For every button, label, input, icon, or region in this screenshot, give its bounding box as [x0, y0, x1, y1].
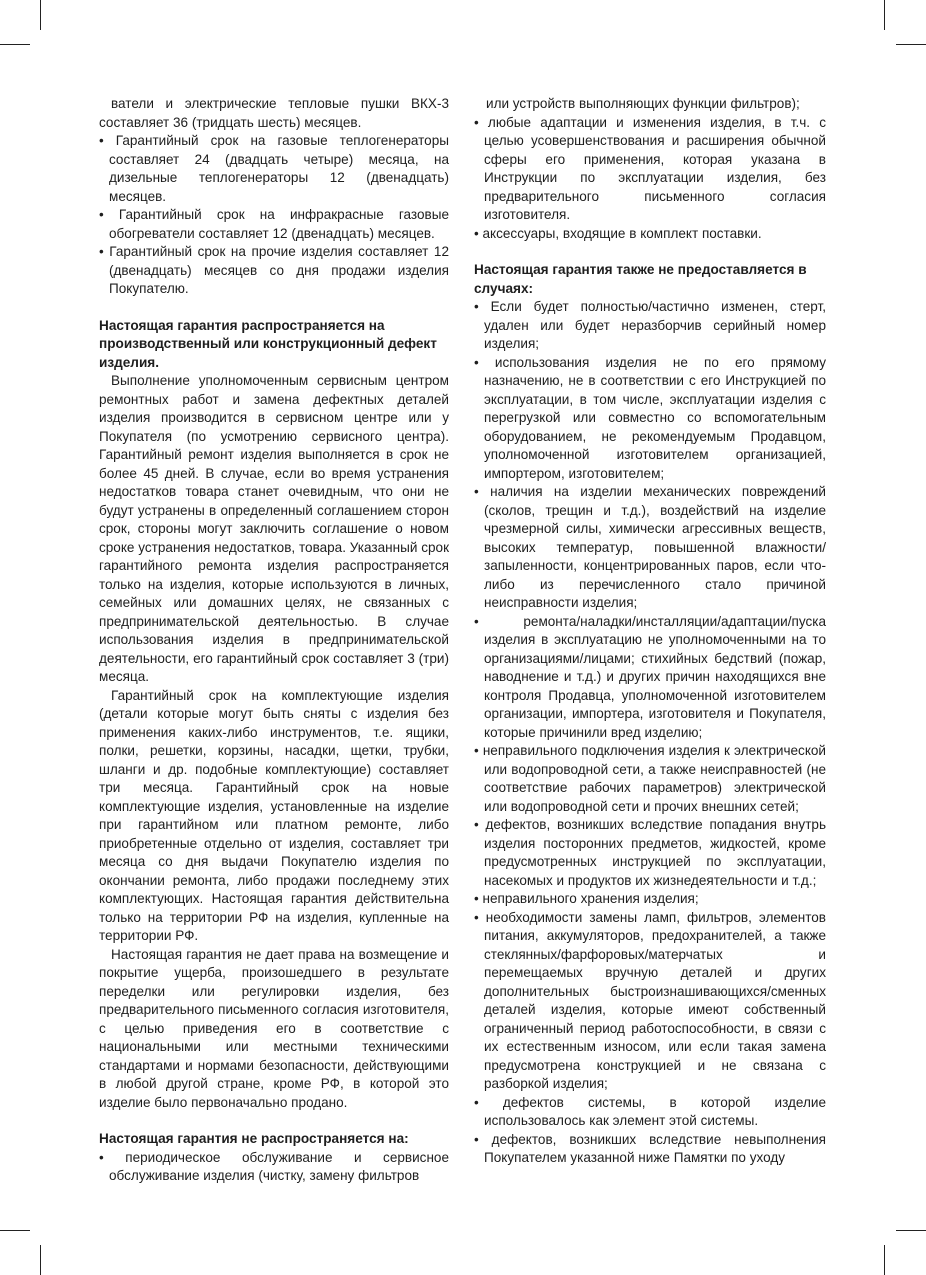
bullet-accessories: • аксессуары, входящие в комплект поставки. [474, 225, 762, 241]
paragraph-no-compensation: Настоящая гарантия не дает права на возмещение и покрытие ущерба, произошедшего в результате переделки или регулировки изделия, без предварительного письменного согласия изготовителя, с целью приведения его в соответствие с национальными или местными техническими стандартами и нормами безопасности, действующими в любой другой стране, кроме РФ, в которой это изделие было первоначально продано. [99, 946, 449, 1110]
crop-mark-top-left-h [0, 44, 30, 45]
bullet-heat-generators: • Гарантийный срок на газовые теплогенераторы составляет 24 (двадцать четыре) месяца, на дизельные теплогенераторы 12 (двенадцать) месяцев. [99, 133, 449, 204]
bullet-care-instructions: • дефектов, возникших вследствие невыполнения Покупателем указанной ниже Памятки по уходу [474, 1131, 826, 1165]
paragraph-continuation: ватели и электрические тепловые пушки ВКХ-3 составляет 36 (тридцать шесть) месяцев. [99, 96, 449, 130]
bullet-other-products: • Гарантийный срок на прочие изделия составляет 12 (двенадцать) месяцев со дня продажи изделия Покупателю. [99, 244, 449, 296]
paragraph-components: Гарантийный срок на комплектующие изделия (детали которые могут быть сняты с изделия без применения каких-либо инструментов, т.е. ящики, полки, решетки, корзины, насадки, щетки, трубки, шланги и др. подобные комплектующие) составляет три месяца. Гарантийный срок на новые комплектующие изделия, установленные на изделие при гарантийном или платном ремонте, либо приобретенные отдельно от изделия, составляет три месяца со дня выдачи Покупателю изделия по окончании ремонта, либо продажи последнему этих комплектующих. Настоящая гарантия действительна только на территории РФ на изделия, купленные на территории РФ. [99, 687, 449, 943]
bullet-foreign-objects: • дефектов, возникших вследствие попадания внутрь изделия посторонних предметов, жидкостей, кроме предусмотренных инструкцией по эксплуатации, насекомых и продуктов их жизнедеятельности и т.д.; [474, 817, 826, 888]
bullet-system-defects: • дефектов системы, в которой изделие использовалось как элемент этой системы. [474, 1094, 826, 1128]
bullet-serial-number: • Если будет полностью/частично изменен, стерт, удален или будет неразборчив серийный номер изделия; [474, 299, 826, 351]
heading-warranty-excludes: Настоящая гарантия не распространяется на: [99, 1131, 409, 1146]
crop-mark-top-right-h [896, 44, 926, 45]
bullet-adaptations: • любые адаптации и изменения изделия, в т.ч. с целью усовершенствования и расширения обычной сферы его применения, которая указана в Инструкции по эксплуатации изделия, без предварительного письменного согласия изготовителя. [474, 114, 826, 222]
heading-warranty-covers: Настоящая гарантия распространяется на производственный или конструкционный дефект изделия. [99, 317, 437, 370]
heading-warranty-not-provided: Настоящая гарантия также не предоставляется в случаях: [474, 262, 807, 296]
bullet-maintenance: • периодическое обслуживание и сервисное обслуживание изделия (чистку, замену фильтров [99, 1149, 449, 1183]
bullet-infrared-heaters: • Гарантийный срок на инфракрасные газовые обогреватели составляет 12 (двенадцать) месяцев. [99, 207, 449, 241]
paragraph-service-center: Выполнение уполномоченным сервисным центром ремонтных работ и замена дефектных деталей изделия производится в сервисном центре или у Покупателя (по усмотрению сервисного центра). Гарантийный ремонт изделия выполняется в срок не более 45 дней. В случае, если во время устранения недостатков товара станет очевидным, что они не будут устранены в определенный соглашением сторон срок, стороны могут заключить соглашение о новом сроке устранения недостатков, товара. Указанный срок гарантийного ремонта изделия распространяется только на изделия, которые используются в личных, семейных или домашних целях, не связанных с предпринимательской деятельностью. В случае использования изделия в предпринимательской деятельности, его гарантийный срок составляет 3 (три) месяца. [99, 373, 449, 684]
crop-mark-top-left [40, 0, 41, 30]
bullet-improper-connection: • неправильного подключения изделия к электрической или водопроводной сети, а также неисправностей (не соответствие рабочих параметров) электрической или водопроводной сети и прочих внешних сетей; [474, 743, 826, 814]
bullet-mechanical-damage: • наличия на изделии механических повреждений (сколов, трещин и т.д.), воздействий на изделие чрезмерной силы, химически агрессивных веществ, высоких температур, повышенной влажности/запыленности, концентрированных паров, если что-либо из перечисленного стало причиной неисправности изделия; [474, 484, 826, 610]
right-column [474, 95, 826, 1168]
crop-mark-bottom-right [884, 1245, 885, 1275]
crop-mark-bottom-right-h [896, 1230, 926, 1231]
paragraph-continuation: или устройств выполняющих функции фильтров); [486, 96, 800, 111]
crop-mark-bottom-left-h [0, 1230, 30, 1231]
bullet-consumables: • необходимости замены ламп, фильтров, элементов питания, аккумуляторов, предохранителей, а также стеклянных/фарфоровых/матерчатых и перемещаемых вручную деталей и других дополнительных быстроизнашивающихся/сменных деталей изделия, которые имеют собственный ограниченный период работоспособности, в связи с их естественным износом, или если такая замена предусмотрена конструкцией и не связана с разборкой изделия; [474, 909, 826, 1091]
bullet-unauthorized-repair: • ремонта/наладки/инсталляции/адаптации/пуска изделия в эксплуатацию не уполномоченными на то организациями/лицами; стихийных бедствий (пожар, наводнение и т.д.) и других причин находящихся вне контроля Продавца, уполномоченной изготовителем организации, импортера, изготовителя и Покупателя, которые причинили вред изделию; [474, 613, 826, 740]
crop-mark-top-right [884, 0, 885, 30]
bullet-improper-storage: • неправильного хранения изделия; [474, 891, 699, 906]
crop-mark-bottom-left [40, 1245, 41, 1275]
bullet-improper-use: • использования изделия не по его прямому назначению, не в соответствии с его Инструкцией по эксплуатации, в том числе, эксплуатации изделия с перегрузкой или совместно со вспомогательным оборудованием, не рекомендуемым Продавцом, уполномоченной изготовителем организацией, импортером, изготовителем; [474, 354, 826, 481]
left-column [99, 95, 449, 1186]
